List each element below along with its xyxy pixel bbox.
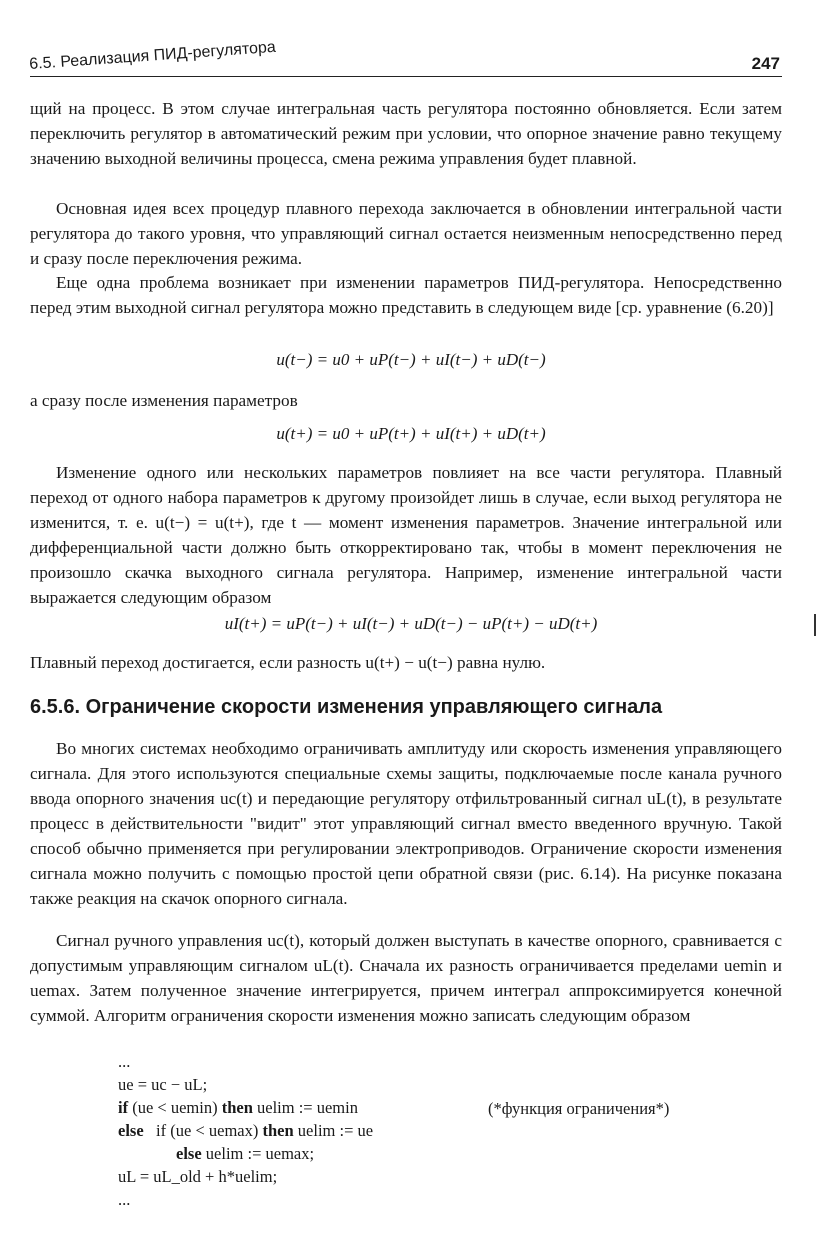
- keyword-if: if: [118, 1098, 129, 1117]
- paragraph-7: Во многих системах необходимо ограничивать амплитуду или скорость изменения управляющего сигнала. Для этого используются специальные схемы защиты, подключаемые после канала ручного ввода опорного значения uc(t) и передающие регулятору отфильтрованный сигнал uL(t), в результате процесс в действительности "видит" этот управляющий сигнал вместо введенного вручную. Такой способ обычно применяется при регулировании электроприводов. Ограничение скорости изменения сигнала можно получить с помощью простой цепи обратной связи (рис. 6.14). На рисунке показана также реакция на скачок опорного сигнала.: [30, 739, 782, 908]
- code-line-2: [118, 1096, 358, 1119]
- keyword-else: else: [118, 1121, 144, 1140]
- code-line-1: ue = uc − uL;: [118, 1075, 208, 1094]
- code-line-6: ...: [118, 1190, 131, 1209]
- code-text: (ue < uemax): [166, 1121, 263, 1140]
- paragraph-6: Плавный переход достигается, если разность u(t+) − u(t−) равна нулю.: [30, 653, 546, 672]
- paragraph-3: Еще одна проблема возникает при изменении параметров ПИД-регулятора. Непосредственно перед этим выходной сигнал регулятора можно представить в следующем виде [ср. уравнение (6.20)]: [30, 273, 782, 317]
- code-text: (ue < uemin): [128, 1098, 222, 1117]
- keyword-else: else: [176, 1144, 202, 1163]
- running-header-section: 6.5. Реализация ПИД-регулятора: [28, 38, 277, 74]
- code-comment: (*функция ограничения*): [488, 1099, 670, 1118]
- paragraph-2: Основная идея всех процедур плавного перехода заключается в обновлении интегральной части регулятора до такого уровня, что управляющий сигнал остается неизменным непосредственно перед и сразу после переключения режима.: [30, 199, 782, 268]
- keyword-then: then: [262, 1121, 294, 1140]
- equation-1: u(t−) = u0 + uP(t−) + uI(t−) + uD(t−): [276, 350, 546, 369]
- code-line-5: uL = uL_old + h*uelim;: [118, 1167, 278, 1186]
- code-line-0: ...: [118, 1052, 131, 1071]
- page-header: [28, 38, 782, 77]
- code-line-3: [118, 1119, 373, 1142]
- section-heading: 6.5.6. Ограничение скорости изменения управляющего сигнала: [30, 696, 663, 718]
- equation-2: u(t+) = u0 + uP(t+) + uI(t+) + uD(t+): [276, 424, 546, 443]
- margin-mark: [814, 614, 816, 636]
- keyword-then: then: [221, 1098, 253, 1117]
- code-text: uelim := ue: [293, 1121, 374, 1140]
- equation-3: uI(t+) = uP(t−) + uI(t−) + uD(t−) − uP(t+) − uD(t+): [224, 614, 598, 633]
- keyword-if: if: [156, 1121, 167, 1140]
- paragraph-4: а сразу после изменения параметров: [30, 391, 298, 410]
- code-text: uelim := uemax;: [201, 1144, 315, 1163]
- paragraph-8: Сигнал ручного управления uc(t), который должен выступать в качестве опорного, сравнивается с допустимым управляющим сигналом uL(t). Сначала их разность ограничивается пределами uemin и uemax. Затем полученное значение интегрируется, причем интеграл аппроксимируется конечной суммой. Алгоритм ограничения скорости изменения можно записать следующим образом: [30, 931, 782, 1025]
- paragraph-5: Изменение одного или нескольких параметров повлияет на все части регулятора. Плавный переход от одного набора параметров к другому произойдет лишь в случае, если выход регулятора не изменится, т. е. u(t−) = u(t+), где t — момент изменения параметров. Значение интегральной или дифференциальной части должно быть откорректировано так, чтобы в момент переключения не произошло скачка выходного сигнала регулятора. Например, изменение интегральной части выражается следующим образом: [30, 463, 782, 607]
- code-line-4: [176, 1142, 314, 1165]
- code-text: uelim := uemin: [252, 1098, 358, 1117]
- paragraph-1: щий на процесс. В этом случае интегральная часть регулятора постоянно обновляется. Если затем переключить регулятор в автоматический режим при условии, что опорное значение равно текущему значению выходной величины процесса, смена режима управления будет плавной.: [30, 99, 782, 168]
- page-number: 247: [751, 54, 780, 73]
